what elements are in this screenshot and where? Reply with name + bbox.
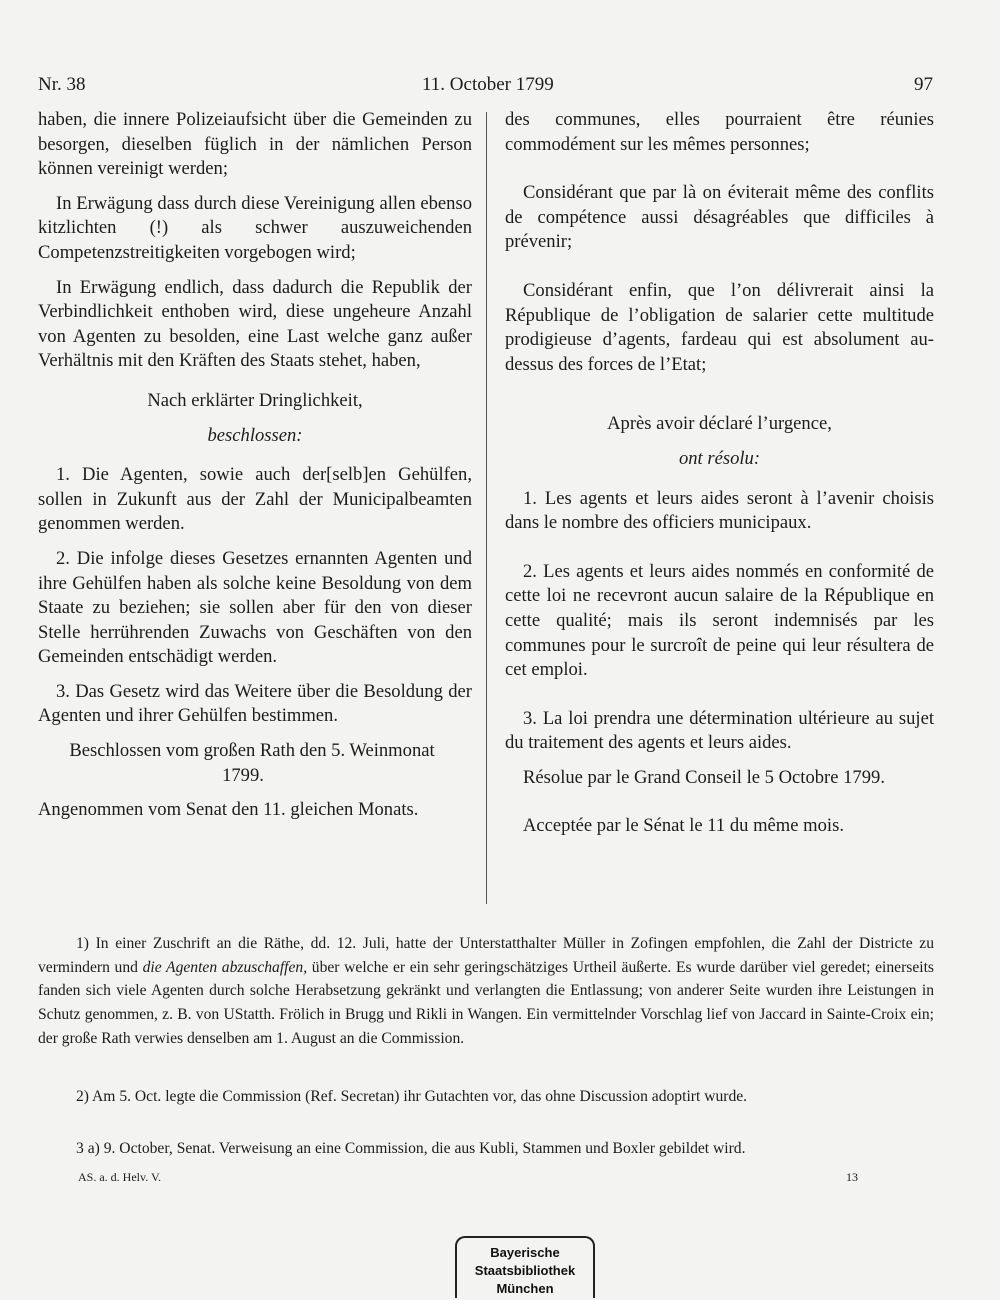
french-para-1: des communes, elles pourraient être réunies commodément sur les mêmes personnes; — [505, 109, 934, 155]
french-article-3: 3. La loi prendra une détermination ultérieure au sujet du traitement des agents et leurs aides. — [505, 707, 934, 754]
column-divider — [486, 112, 487, 904]
french-article-1: 1. Les agents et leurs aides seront à l’avenir choisis dans le nombre des officiers municipaux. — [505, 487, 934, 534]
french-column — [505, 108, 934, 839]
german-signed-senate: Angenommen vom Senat den 11. gleichen Monats. — [38, 799, 419, 821]
german-para-3: In Erwägung endlich, dass dadurch die Republik der Verbindlichkeit enthoben wird, diese ungeheure Anzahl von Agenten zu besolden, eine Last welche ganz außer Verhältnis mit den Kräften des Staats stehet, haben, — [38, 276, 472, 372]
french-para-3: Considérant enfin, que l’on délivrerait ainsi la République de l’obligation de salarier cette multitude prodigieuse d’agents, fardeau qui est absolument au-dessus des forces de l’Etat; — [505, 279, 934, 375]
german-article-1: 1. Die Agenten, sowie auch der[selb]en Gehülfen, sollen in Zukunft aus der Zahl der Municipalbeamten genommen werden. — [38, 464, 472, 535]
footer-signature: 13 — [846, 1170, 858, 1184]
document-number: Nr. 38 — [38, 74, 86, 95]
french-urgency: Après avoir déclaré l’urgence, — [607, 413, 832, 435]
french-resolved: ont résolu: — [678, 447, 761, 469]
document-date: 11. October 1799 — [422, 74, 554, 95]
german-article-3: 3. Das Gesetz wird das Weitere über die Besoldung der Agenten und ihrer Gehülfen bestimmen. — [38, 680, 472, 727]
german-resolved: beschlossen: — [207, 424, 303, 446]
library-stamp: Bayerische Staatsbibliothek München — [455, 1236, 595, 1298]
page-number: 97 — [914, 74, 933, 95]
german-para-1: haben, die innere Polizeiaufsicht über die Gemeinden zu besorgen, dieselben füglich in der nämlichen Person können vereinigt werden; — [38, 109, 472, 180]
footnote-1: 1) In einer Zuschrift an die Räthe, dd. 12. Juli, hatte der Unterstatthalter Müller in Zofingen empfohlen, die Zahl der Districte zu vermindern und die Agenten abzuschaffen, über welche er ein sehr geringschätziges Urtheil äußerte. Es wurde darüber viel geredet; einerseits fanden sich viele Agenten durch solche Herabsetzung gekränkt und verlangten die Entlassung; von anderer Seite wurden ihre Leistungen in Schutz genommen, z. B. von UStatth. Frölich in Brugg und Rikli in Wangen. Ein vermittelnder Vorschlag lief von Jaccard in Sainte-Croix ein; der große Rath verwies denselben am 1. August an die Commission. — [38, 935, 934, 1047]
footnote-2: 2) Am 5. Oct. legte die Commission (Ref. Secretan) ihr Gutachten vor, das ohne Discussion adoptirt wurde. — [76, 1088, 748, 1105]
german-para-2: In Erwägung dass durch diese Vereinigung allen ebenso kitzlichten (!) als schwer auszuweichenden Competenzstreitigkeiten vorgebogen wird; — [38, 192, 472, 263]
french-signed-senate: Acceptée par le Sénat le 11 du même mois. — [523, 815, 844, 837]
german-signed-council: Beschlossen vom großen Rath den 5. Weinmonat 1799. — [69, 740, 435, 786]
german-article-2: 2. Die infolge dieses Gesetzes ernannten Agenten und ihre Gehülfen haben als solche keine Besoldung von dem Staate zu beziehen; sie sollen aber für den von dieser Stelle herrührenden Zuwachs von Geschäften von den Gemeinden entschädigt werden. — [38, 547, 472, 668]
french-article-2: 2. Les agents et leurs aides nommés en conformité de cette loi ne recevront aucun salaire de la République en cette qualité; mais ils seront indemnisés par les communes pour le surcroît de peine qui leur résultera de cet emploi. — [505, 560, 934, 681]
french-signed-council: Résolue par le Grand Conseil le 5 Octobre 1799. — [523, 766, 885, 788]
german-urgency: Nach erklärter Dringlichkeit, — [147, 389, 363, 411]
french-para-2: Considérant que par là on éviterait même des conflits de compétence aussi désagréables que difficiles à prévenir; — [505, 182, 934, 253]
footnote-3: 3 a) 9. October, Senat. Verweisung an eine Commission, die aus Kubli, Stammen und Boxler gebildet wird. — [76, 1140, 746, 1157]
german-column — [38, 108, 472, 823]
footer-source: AS. a. d. Helv. V. — [78, 1170, 162, 1184]
